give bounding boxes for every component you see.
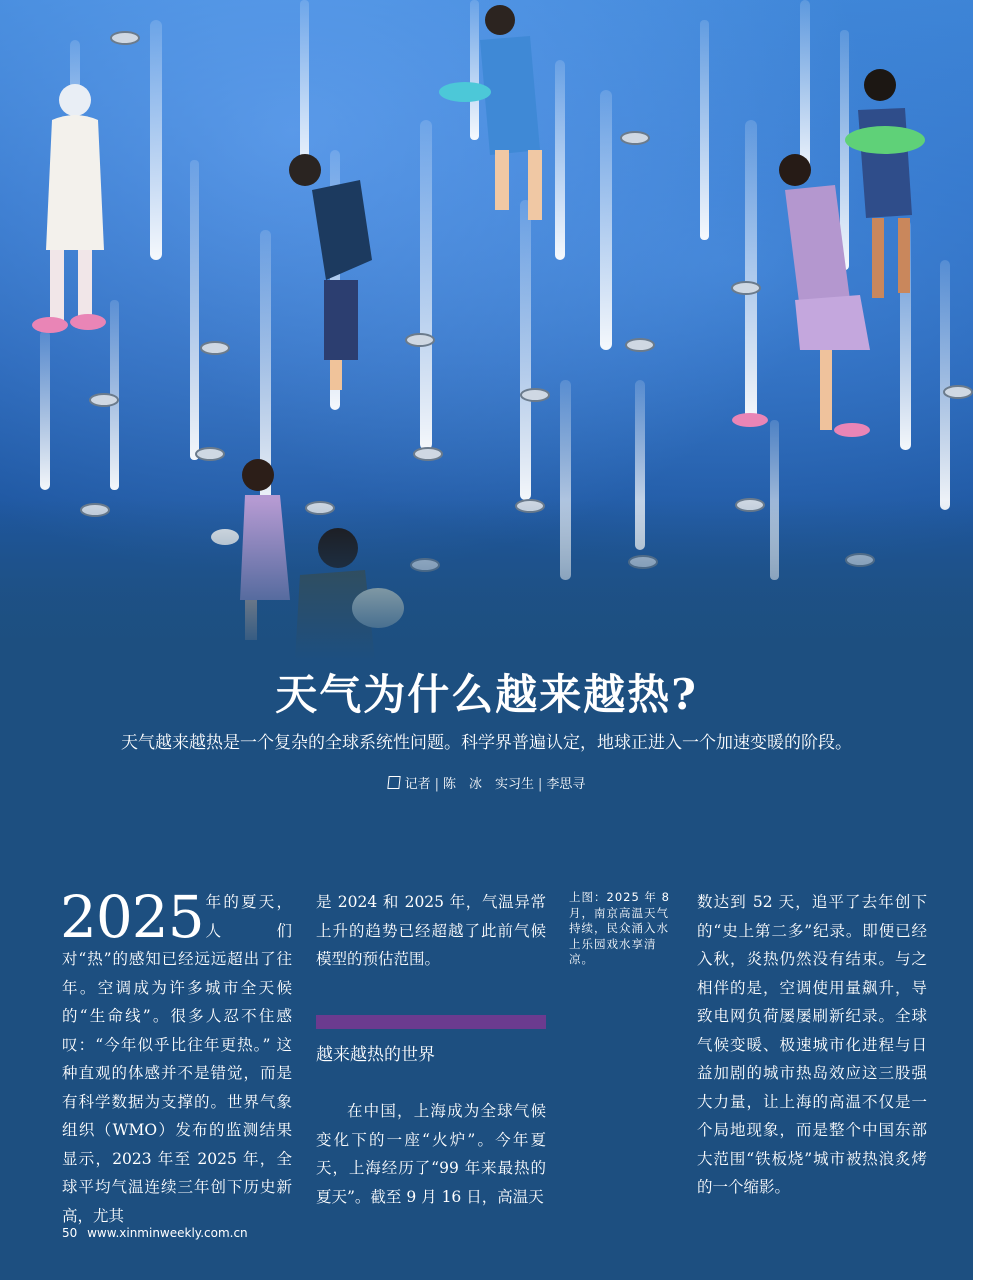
page-footer <box>62 1226 248 1240</box>
byline-separator: | <box>434 777 439 792</box>
body-text-column-2b: 在中国，上海成为全球气候变化下的一座“火炉”。今年夏天，上海经历了“99 年来最热的夏天”。截至 9 月 16 日，高温天 <box>316 1102 546 1206</box>
body-column-1 <box>60 883 292 1230</box>
section-accent-bar <box>316 1015 546 1029</box>
body-text-column-4: 数达到 52 天，追平了去年创下的“史上第二多”纪录。即便已经入秋，炎热仍然没有结束。与之相伴的是，空调使用量飙升，导致电网负荷屡屡刷新纪录。全球气候变暖、极速城市化进程与日益加剧的城市热岛效应这三股强大力量，让上海的高温不仅是一个局地现象，而是整个中国东部大范围“铁板烧”城市被热浪炙烤的一个缩影。 <box>697 893 927 1196</box>
footer-url: www.xinminweekly.com.cn <box>87 1226 248 1240</box>
byline-role-intern: 实习生 <box>495 777 535 792</box>
body-column-4 <box>697 888 927 1202</box>
byline <box>0 773 973 792</box>
body-text-column-2: 是 2024 和 2025 年，气温异常上升的趋势已经超越了此前气候模型的预估范围。 <box>316 893 546 968</box>
body-text-column-1: 年的夏天，人们对“热”的感知已经远远超出了往年。空调成为许多城市全天候的“生命线”。很多人忍不住感叹：“今年似乎比往年更热。” 这种直观的体感并不是错觉，而是有科学数据为支撑的。世界气象组织（WMO）发布的监测结果显示，2023 年至 2025 年，全球平均气温连续三年创下历史新高，尤其 <box>62 893 292 1225</box>
photo-caption: 上图：2025 年 8 月，南京高温天气持续，民众涌入水上乐园戏水享清凉。 <box>569 890 670 966</box>
dropcap-year: 2025 <box>60 883 204 951</box>
byline-role-reporter: 记者 <box>404 777 431 792</box>
body-column-2 <box>316 888 546 974</box>
page-margin <box>973 0 988 1280</box>
section-heading: 越来越热的世界 <box>316 1045 435 1065</box>
byline-separator: | <box>538 777 543 792</box>
body-column-2b <box>316 1097 546 1211</box>
byline-name-intern: 李思寻 <box>546 777 586 792</box>
article-deck: 天气越来越热是一个复杂的全球系统性问题。科学界普遍认定，地球正进入一个加速变暖的阶段。 <box>121 733 852 753</box>
pen-icon <box>387 776 400 789</box>
article-title: 天气为什么越来越热? <box>275 670 698 719</box>
page-number: 50 <box>62 1226 78 1240</box>
byline-name-reporter: 陈 冰 <box>442 777 482 792</box>
